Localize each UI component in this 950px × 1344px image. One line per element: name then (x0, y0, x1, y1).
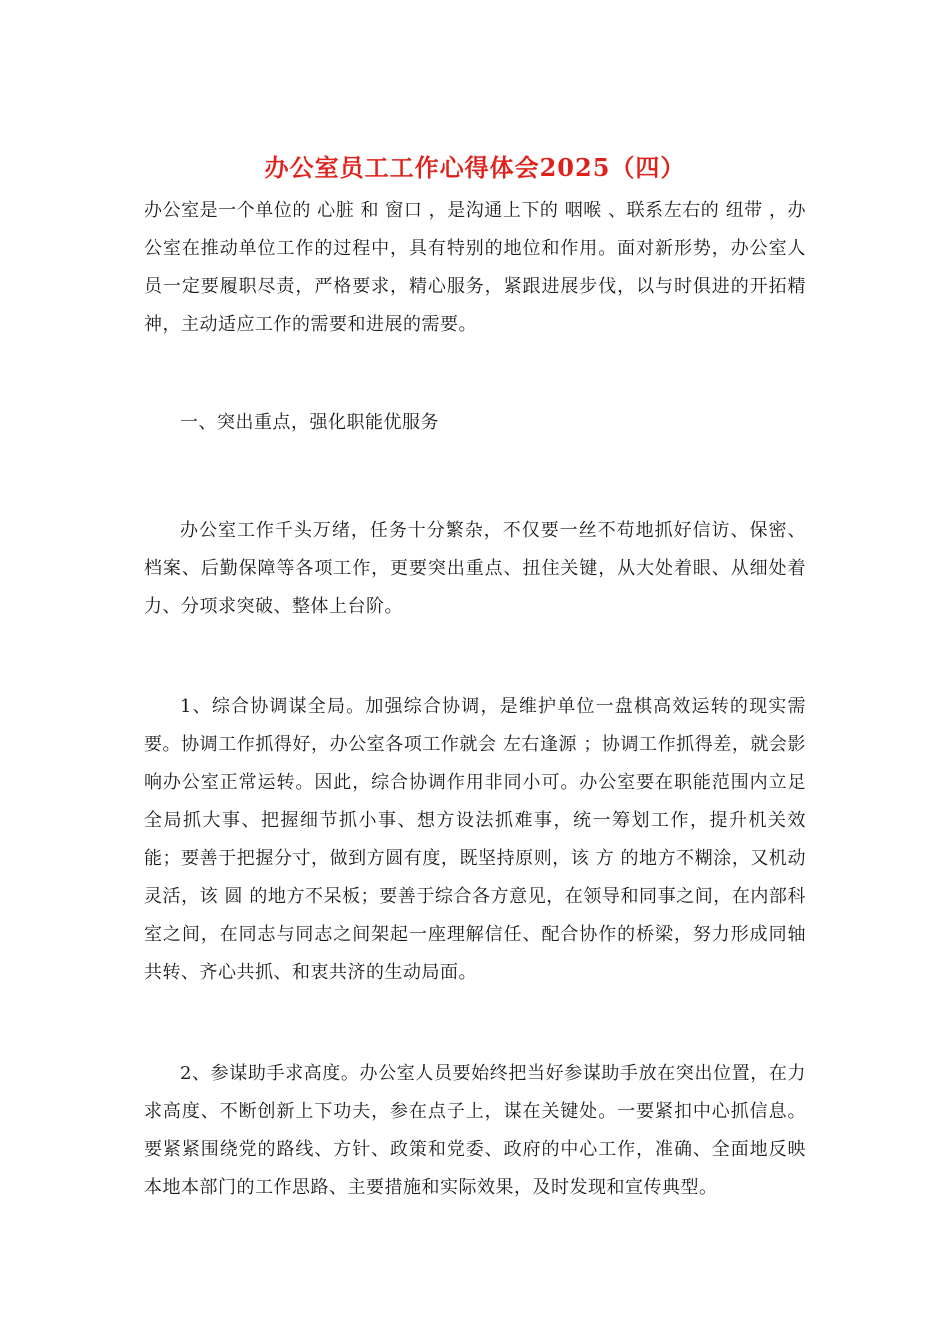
item-1-paragraph: 1、综合协调谋全局。加强综合协调，是维护单位一盘棋高效运转的现实需要。协调工作抓得好，办公室各项工作就会 左右逢源 ；协调工作抓得差，就会影响办公室正常运转。因此，综合协调作用非同小可。办公室要在职能范围内立足全局抓大事、把握细节抓小事、想方设法抓难事，统一筹划工作，提升机关效能；要善于把握分寸，做到方圆有度，既坚持原则，该 方 的地方不糊涂，又机动灵活，该 圆 的地方不呆板；要善于综合各方意见，在领导和同事之间，在内部科室之间，在同志与同志之间架起一座理解信任、配合协作的桥梁，努力形成同轴共转、齐心共抓、和衷共济的生动局面。 (144, 696, 806, 983)
section-heading-1: 一、突出重点，强化职能优服务 (180, 412, 439, 433)
intro-paragraph: 办公室是一个单位的 心脏 和 窗口 ，是沟通上下的 咽喉 、联系左右的 纽带 ，办公室在推动单位工作的过程中，具有特别的地位和作用。面对新形势，办公室人员一定要履职尽责，严格要求，精心服务，紧跟进展步伐，以与时俱进的开拓精神，主动适应工作的需要和进展的需要。 (144, 200, 806, 335)
section-1-body-paragraph: 办公室工作千头万绪，任务十分繁杂，不仅要一丝不苟地抓好信访、保密、档案、后勤保障等各项工作，更要突出重点、扭住关键，从大处着眼、从细处着力、分项求突破、整体上台阶。 (144, 520, 806, 617)
document-title: 办公室员工工作心得体会2025（四） (264, 153, 686, 182)
item-2-paragraph: 2、参谋助手求高度。办公室人员要始终把当好参谋助手放在突出位置，在力求高度、不断创新上下功夫，参在点子上，谋在关键处。一要紧扣中心抓信息。要紧紧围绕党的路线、方针、政策和党委、政府的中心工作，准确、全面地反映本地本部门的工作思路、主要措施和实际效果，及时发现和宣传典型。 (144, 1063, 806, 1198)
